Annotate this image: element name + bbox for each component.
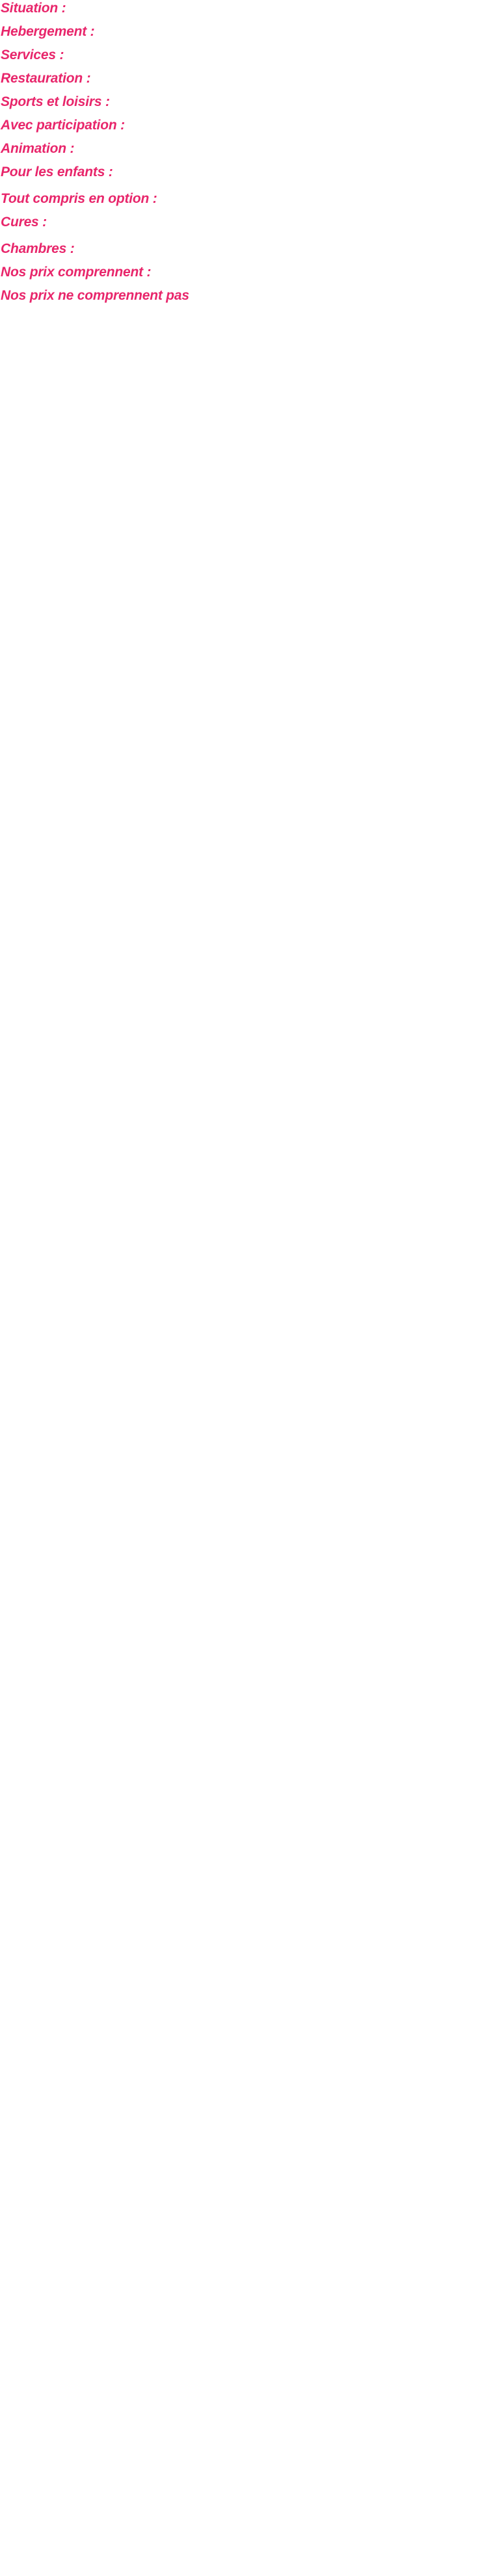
section-title: Sports et loisirs :	[1, 94, 110, 109]
section-avec-participation	[1, 117, 490, 134]
section-title: Tout compris en option :	[1, 191, 157, 206]
section-animation	[1, 140, 490, 157]
section-title: Cures :	[1, 215, 47, 230]
section-title: Services :	[1, 47, 64, 62]
section-title: Hebergement :	[1, 24, 95, 39]
section-title: Animation :	[1, 141, 75, 156]
section-title: Chambres :	[1, 241, 75, 256]
section-cures	[1, 214, 490, 231]
section-prix-comprennent	[1, 264, 490, 281]
section-hebergement	[1, 23, 490, 40]
section-enfants	[1, 164, 490, 181]
section-chambres	[1, 241, 490, 257]
section-sports-loisirs	[1, 94, 490, 111]
section-title: Nos prix comprennent :	[1, 265, 152, 280]
section-restauration	[1, 70, 490, 87]
section-title: Situation :	[1, 1, 66, 16]
section-title: Pour les enfants :	[1, 164, 113, 179]
section-prix-ne-comprennent-pas	[1, 287, 490, 304]
section-title: Nos prix ne comprennent pas	[1, 288, 189, 303]
section-tout-compris	[1, 191, 490, 207]
hotel-description-page	[0, 0, 493, 320]
section-title: Avec participation :	[1, 118, 125, 133]
section-title: Restauration :	[1, 71, 91, 86]
section-services	[1, 47, 490, 64]
section-situation	[1, 0, 490, 17]
